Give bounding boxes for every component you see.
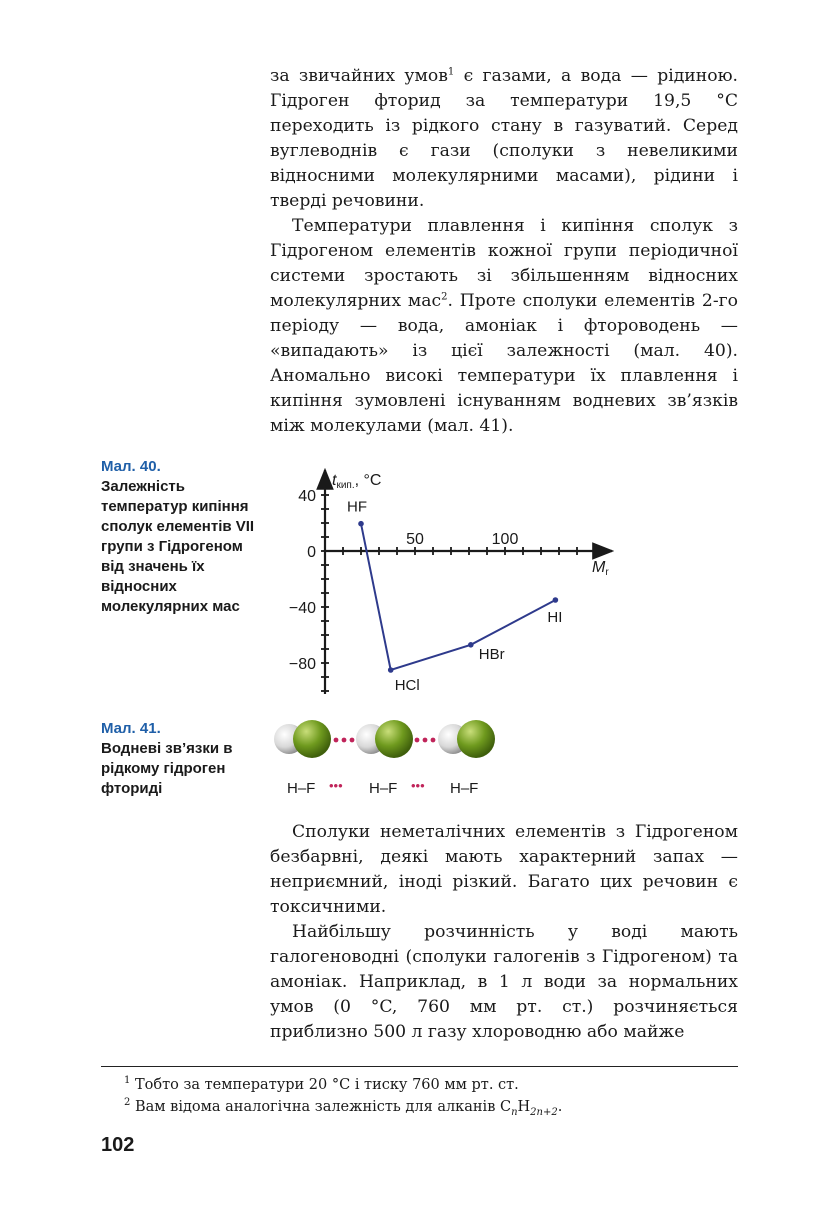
- hydrogen-bond-symbol: •••: [411, 778, 425, 793]
- y-tick-label: −40: [288, 600, 316, 617]
- data-point: [468, 642, 474, 648]
- data-label: HCl: [394, 677, 420, 694]
- x-tick-label: 100: [491, 531, 519, 548]
- hydrogen-bond-symbol: •••: [329, 778, 343, 793]
- fluorine-atom: [457, 720, 495, 758]
- hf-formula-label: H–F: [450, 780, 479, 797]
- paragraph-4: Найбільшу розчинність у воді мають галогеноводні (сполуки галогенів з Гідрогеном) та амоніак. Наприклад, в 1 л води за нормальних умов (0 °C, 760 мм рт. ст.) розчиняється приблизно 500 л газу хлороводню або майже: [270, 922, 738, 1042]
- footnote-ref-2: 2: [441, 291, 448, 303]
- x-tick-label: 50: [406, 531, 424, 548]
- data-point: [553, 597, 559, 603]
- figure-41-number: Мал. 41.: [101, 720, 161, 737]
- footnote-1: $^1$ Тобто за температури 20 °C і тиску 760 мм рт. ст.: [124, 1075, 519, 1093]
- footnote-2: $^2$ Вам відома аналогічна залежність для алканів $C_nH_{2n+2}$.: [124, 1097, 563, 1118]
- hf-molecule-3: [438, 720, 495, 758]
- fluorine-atom: [375, 720, 413, 758]
- body-text-bottom: [270, 820, 738, 1045]
- footnote-divider: [101, 1066, 738, 1067]
- hydrogen-bond-2: [415, 738, 436, 743]
- figure-40-number: Мал. 40.: [101, 458, 161, 475]
- figure-41-caption: [101, 719, 266, 799]
- data-point: [388, 667, 394, 673]
- y-tick-label: −80: [288, 656, 316, 673]
- footnote-ref-1: 1: [447, 66, 455, 78]
- paragraph-2: Температури плавлення і кипіння сполук з Гідрогеном елементів кожної групи періодичної системи зростають зі збільшенням відносних молекулярних мас$^2$. Проте сполуки елементів 2-го періоду — вода, амоніак і фтороводень — «випадають» із цієї залежності (мал. 40). Аномально високі температури їх плавлення і кипіння зумовлені існуванням водневих зв’язків між молекулами (мал. 41).: [270, 216, 738, 436]
- hf-formula-label: H–F: [287, 780, 316, 797]
- page-number: 102: [101, 1134, 135, 1156]
- fluorine-atom: [293, 720, 331, 758]
- footnote-2-mark: 2: [124, 1097, 131, 1109]
- hf-hydrogen-bonds-figure: [270, 712, 510, 804]
- series-line: [361, 524, 555, 670]
- data-label: HBr: [478, 645, 505, 663]
- y-tick-label: 40: [298, 488, 316, 505]
- figure-40-text: Залежність температур кипіння сполук елементів VII групи з Гідрогеном від значень їх відносних молекулярних мас: [101, 478, 255, 615]
- x-axis-label: Mr: [592, 559, 609, 578]
- data-label: HI: [547, 609, 563, 626]
- y-tick-label: 0: [307, 544, 316, 561]
- paragraph-3: Сполуки неметалічних елементів з Гідрогеном безбарвні, деякі мають характерний запах — неприємний, іноді різкий. Багато цих речовин є токсичними.: [270, 822, 738, 917]
- hf-molecule-1: [274, 720, 331, 758]
- data-label: HF: [347, 498, 367, 516]
- data-point: [358, 521, 364, 527]
- figure-41-text: Водневі зв’язки в рідкому гідроген фториді: [101, 740, 233, 797]
- figure-40-caption: [101, 457, 266, 617]
- boiling-point-chart: [270, 460, 630, 700]
- y-axis-label: tкип., °C: [332, 472, 382, 491]
- hf-molecule-2: [356, 720, 413, 758]
- footnote-1-mark: 1: [124, 1075, 131, 1087]
- hydrogen-bond-1: [334, 738, 355, 743]
- paragraph-1: за звичайних умов$^1$ є газами, а вода — рідиною. Гідроген фторид за температури 19,5 °C переходить із рідкого стану в газуватий. Серед вуглеводнів є гази (сполуки з невеликими відносними молекулярними масами), рідини і тверді речовини.: [270, 66, 738, 211]
- body-text-top: [270, 64, 738, 439]
- hf-formula-label: H–F: [369, 780, 398, 797]
